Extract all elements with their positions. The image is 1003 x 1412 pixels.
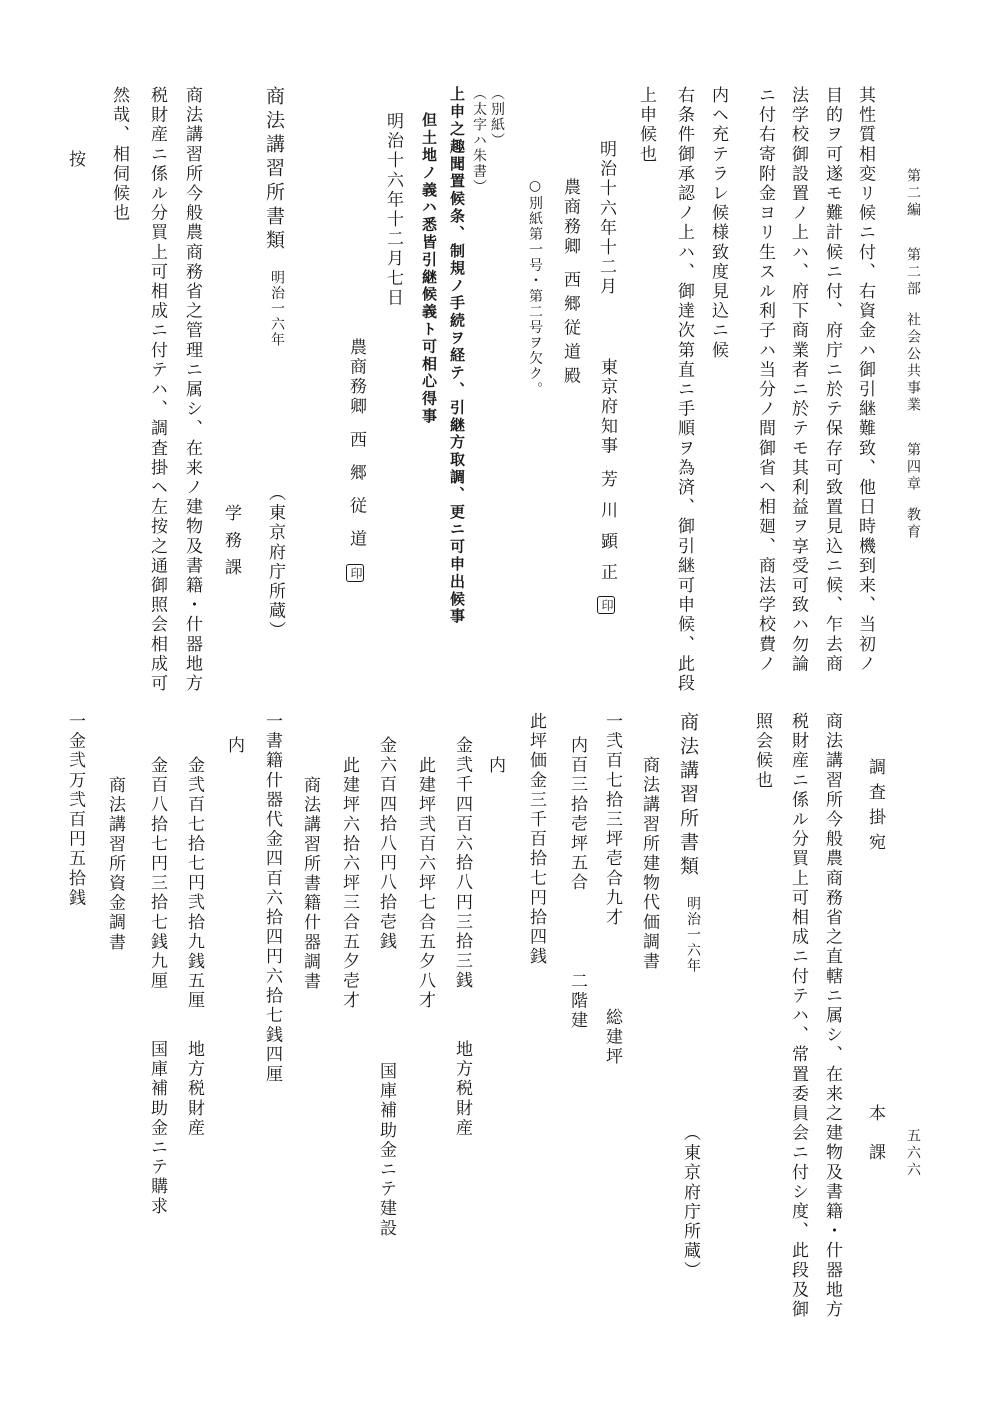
body-line: 税財産ニ係ル分買上可相成ニ付テハ、常置委員会ニ付シ度、此段及御	[788, 712, 808, 1320]
minister-block	[346, 338, 364, 582]
header-topic: 教育	[905, 507, 921, 541]
sender-name: 芳川顕正	[597, 470, 617, 594]
body-line: 上申候也	[636, 86, 656, 165]
annex-note: ○別紙第一号・第二号ヲ欠ク。	[527, 178, 543, 397]
ledger-line: 一弐百七拾三坪壱合九才	[602, 712, 622, 928]
page-number: 五六六	[905, 1128, 921, 1179]
doc-year: 明治一六年	[685, 896, 701, 974]
ledger-line: 金六百四拾八円八拾壱銭	[376, 736, 396, 952]
doc-title: 商法講習所書類	[677, 712, 699, 880]
body-line: 照会候也	[752, 712, 772, 791]
running-header	[906, 168, 920, 541]
ledger-note: 国庫補助金ニテ購求	[147, 1040, 167, 1217]
seal-stamp: 印	[597, 596, 615, 614]
seal-stamp: 印	[346, 564, 364, 582]
ledger-note: 地方税財産	[184, 1040, 204, 1138]
doc-year: 明治一六年	[269, 270, 285, 348]
body-line: 目的ヲ可遂モ難計候ニ付、府庁ニ於テ保存可致置見込ニ候、乍去商	[822, 86, 842, 674]
recipient-title: 農商務卿	[560, 178, 580, 257]
date-line: 明治十六年十二月	[596, 140, 616, 297]
doc-title: 商法講習所書類	[263, 86, 285, 254]
body-line: ニ付右寄附金ヨリ生スル利子ハ当分ノ間御省ヘ相廻、商法学校費ノ	[755, 86, 775, 674]
addressee-label: 調査掛宛	[865, 758, 885, 858]
department-label: 本課	[865, 1104, 885, 1182]
section-heading: 商法講習所資金調書	[105, 776, 125, 953]
ledger-line: 此建坪弐百六坪七合五夕八才	[415, 756, 435, 1011]
ledger-note: 国庫補助金ニテ建設	[376, 1062, 396, 1239]
recipient-block	[561, 178, 578, 390]
vermilion-proviso: 但土地ノ義ハ悉皆引継候義ト可相心得事	[420, 112, 438, 426]
body-line: 法学校御設置ノ上ハ、府下商業者ニ於テモ其利益ヲ享受可致ハ勿論	[788, 86, 808, 674]
section-heading: 商法講習所建物代価調書	[639, 756, 659, 972]
body-line: 商法講習所今般農商務省之直轄ニ属シ、在来之建物及書籍・什器地方	[822, 712, 842, 1320]
section-heading: 商法講習所書籍什器調書	[300, 776, 320, 992]
recipient-name: 西郷従道殿	[560, 270, 580, 391]
body-line: 然哉、相伺候也	[109, 86, 129, 224]
body-line: 右条件御承認ノ上ハ、御達次第直ニ手順ヲ為済、御引継可申候、此段	[674, 86, 694, 694]
vermilion-directive: 上申之趣聞置候条、制規ノ手続ヲ経テ、引継方取調、更ニ可申出候事	[448, 86, 466, 626]
vermilion-note: （太字ハ朱書）	[471, 86, 487, 195]
ledger-line: 金弐千四百六拾八円三拾三銭	[452, 736, 472, 991]
header-chapter: 第四章	[905, 442, 921, 493]
ledger-line: 内百三拾壱坪五合	[567, 736, 587, 893]
ledger-note: 総建坪	[602, 1008, 622, 1067]
breakdown-label: 内	[224, 736, 244, 756]
body-line: 内ヘ充テラレ候様致度見込ニ候	[708, 86, 728, 361]
ledger-line: 此建坪六拾六坪三合五夕壱才	[339, 756, 359, 1011]
ledger-note: 二階建	[567, 972, 587, 1031]
header-volume: 第二編	[905, 168, 921, 219]
sender-title: 東京府知事	[597, 358, 617, 456]
header-category: 社会公共事業	[905, 312, 921, 414]
draft-label: 按	[65, 150, 85, 170]
doc-source: （東京府庁所蔵）	[265, 484, 285, 641]
ledger-line: 此坪価金三千百拾七円拾四銭	[526, 712, 546, 967]
breakdown-label: 内	[485, 756, 505, 776]
sender-block	[597, 358, 615, 614]
ledger-line: 一書籍什器代金四百六拾四円六拾七銭四厘	[262, 712, 282, 1085]
date-line: 明治十六年十二月七日	[383, 112, 403, 308]
header-part: 第二部	[905, 247, 921, 298]
annex-label: （別紙）	[489, 86, 505, 148]
minister-title: 農商務卿	[346, 338, 366, 417]
ledger-line: 一金弐万弐百円五拾銭	[65, 712, 85, 908]
doc-source: （東京府庁所蔵）	[680, 1124, 700, 1281]
body-line: 商法講習所今般農商務省之管理ニ属シ、在来ノ建物及書籍・什器地方	[182, 86, 202, 694]
body-line: 税財産ニ係ル分買上可相成ニ付テハ、調査掛ヘ左按之通御照会相成可	[147, 86, 167, 694]
minister-name: 西郷従道	[346, 430, 366, 563]
ledger-line: 金弐百七拾七円弐拾九銭五厘	[184, 756, 204, 1011]
ledger-line: 金百八拾七円三拾七銭九厘	[147, 756, 167, 992]
body-line: 其性質相変リ候ニ付、右資金ハ御引継難致、他日時機到来、当初ノ	[855, 86, 875, 674]
ledger-note: 地方税財産	[452, 1040, 472, 1138]
doc-department: 学務課	[221, 504, 241, 585]
